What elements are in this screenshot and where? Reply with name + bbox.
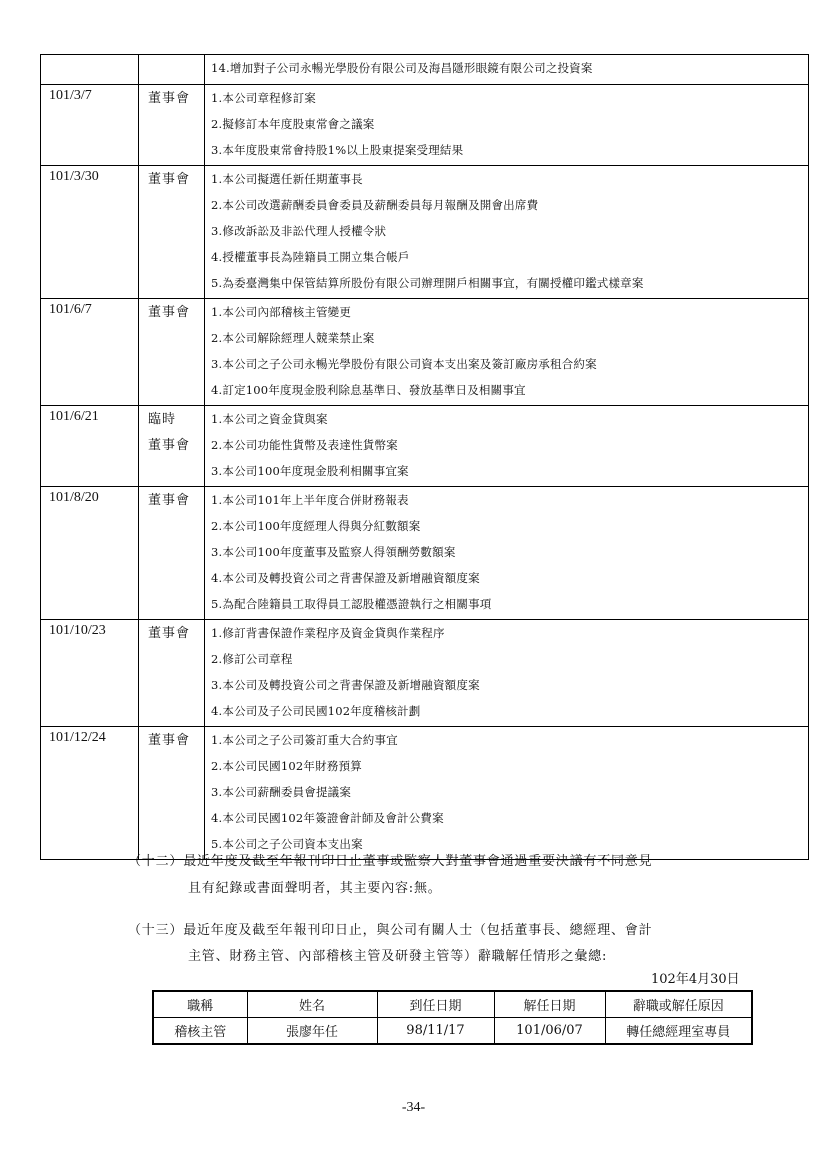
resolution-item: 2.擬修訂本年度股東常會之議案 bbox=[211, 117, 375, 131]
resolution-item: 5.為委臺灣集中保管結算所股份有限公司辦理開戶相關事宜，有關授權印鑑式樣章案 bbox=[211, 276, 644, 290]
meeting-body-line: 董事會 bbox=[148, 91, 191, 106]
resolution-item: 4.授權董事長為陸籍員工開立集合帳戶 bbox=[211, 250, 410, 264]
resolution-item: 2.本公司解除經理人競業禁止案 bbox=[211, 331, 375, 345]
resolution-items bbox=[205, 406, 809, 487]
resolution-item: 1.本公司之資金貸與案 bbox=[211, 412, 328, 426]
column-header: 到任日期 bbox=[377, 991, 494, 1018]
column-header: 解任日期 bbox=[494, 991, 605, 1018]
table-cell: 稽核主管 bbox=[153, 1018, 247, 1045]
note-12-line1: （十二）最近年度及截至年報刊印日止董事或監察人對董事會通過重要決議有不同意見 bbox=[128, 854, 653, 869]
note-13-line2: 主管、財務主管、內部稽核主管及研發主管等）辭職解任情形之彙總: bbox=[188, 949, 608, 964]
meeting-date bbox=[41, 55, 139, 85]
resolution-item: 3.本公司薪酬委員會提議案 bbox=[211, 785, 352, 799]
meeting-date: 101/12/24 bbox=[41, 727, 139, 860]
meeting-body-line: 董事會 bbox=[148, 626, 191, 641]
meeting-body-line: 臨時 bbox=[148, 412, 177, 427]
meeting-date: 101/8/20 bbox=[41, 487, 139, 620]
meeting-body bbox=[139, 299, 205, 406]
meeting-body bbox=[139, 166, 205, 299]
table-cell: 張廖年任 bbox=[247, 1018, 377, 1045]
resolution-item: 3.本年度股東常會持股1%以上股東提案受理結果 bbox=[211, 143, 464, 157]
column-header: 辭職或解任原因 bbox=[605, 991, 752, 1018]
table-row bbox=[41, 487, 809, 620]
resolution-items bbox=[205, 55, 809, 85]
resolution-item: 4.本公司及子公司民國102年度稽核計劃 bbox=[211, 704, 421, 718]
table-row bbox=[41, 55, 809, 85]
resolution-item: 5.本公司之子公司資本支出案 bbox=[211, 837, 363, 851]
column-header: 職稱 bbox=[153, 991, 247, 1018]
table-header-row bbox=[153, 991, 752, 1018]
page-number: -34- bbox=[401, 1100, 426, 1115]
resolution-item: 1.本公司內部稽核主管變更 bbox=[211, 305, 352, 319]
meeting-date: 101/3/7 bbox=[41, 85, 139, 166]
resolution-item: 2.修訂公司章程 bbox=[211, 652, 293, 666]
resolution-item: 2.本公司100年度經理人得與分紅數額案 bbox=[211, 519, 421, 533]
resolution-item: 1.本公司之子公司簽訂重大合約事宜 bbox=[211, 733, 398, 747]
table-cell: 98/11/17 bbox=[377, 1018, 494, 1045]
table-row bbox=[41, 727, 809, 860]
meeting-date: 101/6/7 bbox=[41, 299, 139, 406]
table-cell: 101/06/07 bbox=[494, 1018, 605, 1045]
resolution-item: 1.修訂背書保證作業程序及資金貸與作業程序 bbox=[211, 626, 445, 640]
resolution-item: 1.本公司101年上半年度合併財務報表 bbox=[211, 493, 409, 507]
meeting-body bbox=[139, 727, 205, 860]
resolution-items bbox=[205, 166, 809, 299]
table-row bbox=[153, 1018, 752, 1045]
meeting-body-line: 董事會 bbox=[148, 172, 191, 187]
table-cell: 轉任總經理室專員 bbox=[605, 1018, 752, 1045]
meeting-body-line: 董事會 bbox=[148, 733, 191, 748]
resolution-item: 1.本公司擬選任新任期董事長 bbox=[211, 172, 363, 186]
as-of-date: 102年4月30日 bbox=[651, 972, 740, 987]
resolution-item: 3.修改訴訟及非訟代理人授權令狀 bbox=[211, 224, 387, 238]
meeting-body-line: 董事會 bbox=[148, 493, 191, 508]
resolution-item: 3.本公司之子公司永暢光學股份有限公司資本支出案及簽訂廠房承租合約案 bbox=[211, 357, 597, 371]
resolution-items bbox=[205, 727, 809, 860]
resolution-item: 4.本公司民國102年簽證會計師及會計公費案 bbox=[211, 811, 444, 825]
resolution-item: 5.為配合陸籍員工取得員工認股權憑證執行之相關事項 bbox=[211, 597, 492, 611]
resolution-item: 4.訂定100年度現金股利除息基準日、發放基準日及相關事宜 bbox=[211, 383, 526, 397]
resolution-items bbox=[205, 620, 809, 727]
table-row bbox=[41, 299, 809, 406]
meeting-body bbox=[139, 620, 205, 727]
resolution-item: 3.本公司100年度現金股利相關事宜案 bbox=[211, 464, 409, 478]
resolution-item: 14.增加對子公司永暢光學股份有限公司及海昌隱形眼鏡有限公司之投資案 bbox=[211, 61, 593, 75]
meeting-body bbox=[139, 55, 205, 85]
table-row bbox=[41, 166, 809, 299]
board-meetings-table bbox=[40, 54, 809, 860]
resolution-item: 1.本公司章程修訂案 bbox=[211, 91, 316, 105]
meeting-body bbox=[139, 406, 205, 487]
resolution-item: 2.本公司功能性貨幣及表達性貨幣案 bbox=[211, 438, 398, 452]
resolution-items bbox=[205, 85, 809, 166]
table-row bbox=[41, 406, 809, 487]
resolution-item: 2.本公司民國102年財務預算 bbox=[211, 759, 362, 773]
resolution-items bbox=[205, 299, 809, 406]
column-header: 姓名 bbox=[247, 991, 377, 1018]
resignation-table bbox=[152, 990, 753, 1045]
resolution-item: 3.本公司100年度董事及監察人得領酬勞數額案 bbox=[211, 545, 456, 559]
resolution-item: 4.本公司及轉投資公司之背書保證及新增融資額度案 bbox=[211, 571, 480, 585]
table-row bbox=[41, 620, 809, 727]
resolution-item: 3.本公司及轉投資公司之背書保證及新增融資額度案 bbox=[211, 678, 480, 692]
meeting-body-line: 董事會 bbox=[148, 438, 191, 453]
meeting-body-line: 董事會 bbox=[148, 305, 191, 320]
meeting-body bbox=[139, 85, 205, 166]
resolution-item: 2.本公司改選薪酬委員會委員及薪酬委員每月報酬及開會出席費 bbox=[211, 198, 539, 212]
meeting-date: 101/10/23 bbox=[41, 620, 139, 727]
meeting-date: 101/6/21 bbox=[41, 406, 139, 487]
resolution-items bbox=[205, 487, 809, 620]
note-13-line1: （十三）最近年度及截至年報刊印日止，與公司有關人士（包括董事長、總經理、會計 bbox=[128, 923, 653, 938]
table-row bbox=[41, 85, 809, 166]
note-12-line2: 且有紀錄或書面聲明者，其主要內容:無。 bbox=[188, 881, 442, 896]
meeting-body bbox=[139, 487, 205, 620]
meeting-body-line bbox=[148, 58, 204, 84]
meeting-date: 101/3/30 bbox=[41, 166, 139, 299]
